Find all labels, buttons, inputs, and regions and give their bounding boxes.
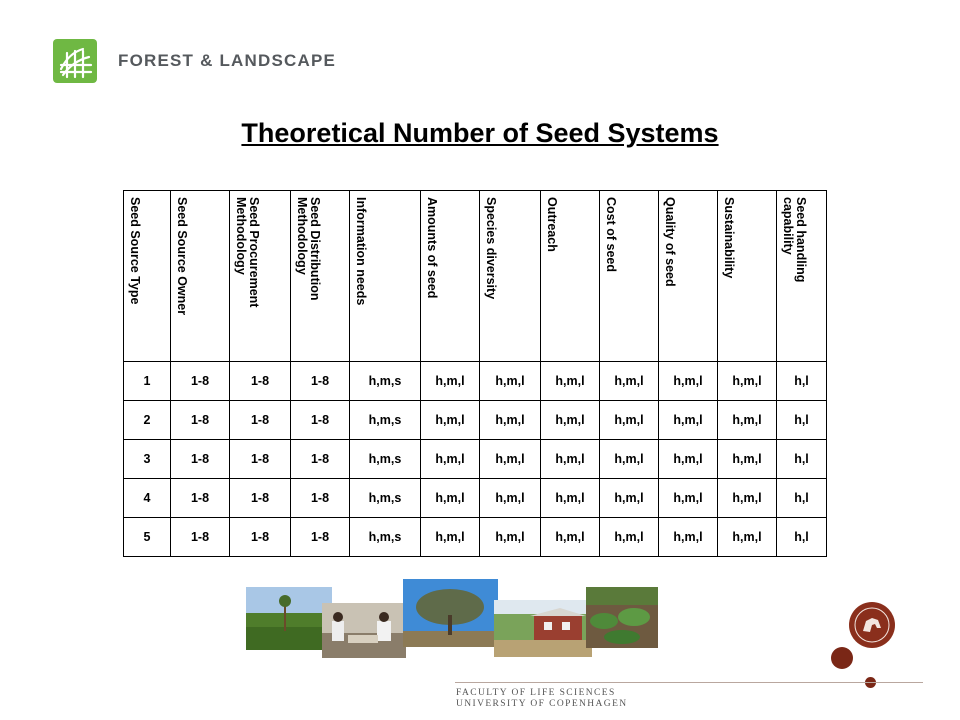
table-cell: h,m,s [350, 362, 421, 401]
table-cell: h,m,l [718, 362, 777, 401]
table-row [124, 401, 827, 440]
table-cell: h,m,l [480, 518, 541, 557]
faculty-line: FACULTY OF LIFE SCIENCES [456, 688, 616, 698]
table-cell: h,l [777, 479, 827, 518]
photo-grassland [246, 587, 332, 650]
photo-tree [403, 579, 498, 647]
table-cell: h,m,l [718, 440, 777, 479]
table-cell: 1 [124, 362, 171, 401]
table-cell: h,m,l [421, 362, 480, 401]
table-cell: h,m,l [659, 362, 718, 401]
table-cell: h,l [777, 401, 827, 440]
footer-divider [455, 682, 923, 683]
table-cell: h,m,s [350, 479, 421, 518]
table-cell: 1-8 [171, 479, 230, 518]
table-row [124, 479, 827, 518]
table-cell: h,m,s [350, 440, 421, 479]
table-cell: h,m,l [718, 479, 777, 518]
table-cell: 1-8 [171, 401, 230, 440]
table-cell: h,m,l [421, 518, 480, 557]
table-cell: 3 [124, 440, 171, 479]
decorative-dot-large [831, 647, 853, 669]
table-cell: h,l [777, 518, 827, 557]
table-cell: h,l [777, 362, 827, 401]
column-header: Species diversity [480, 191, 541, 362]
table-cell: h,m,l [659, 518, 718, 557]
table-cell: h,m,l [718, 518, 777, 557]
table-cell: 1-8 [171, 518, 230, 557]
table-cell: 1-8 [171, 362, 230, 401]
column-header: Cost of seed [600, 191, 659, 362]
column-header: Quality of seed [659, 191, 718, 362]
table-cell: 1-8 [291, 440, 350, 479]
table-cell: h,m,l [421, 479, 480, 518]
seed-systems-table [123, 190, 827, 557]
table-cell: 1-8 [230, 518, 291, 557]
page-title: Theoretical Number of Seed Systems [241, 118, 719, 148]
table-cell: 1-8 [291, 362, 350, 401]
table-cell: h,m,l [480, 362, 541, 401]
column-header: Seed Distribution Methodology [291, 191, 350, 362]
table-cell: 1-8 [291, 401, 350, 440]
table-header-row [124, 191, 827, 362]
table-cell: h,m,l [659, 479, 718, 518]
table-cell: 2 [124, 401, 171, 440]
table-cell: h,m,l [541, 440, 600, 479]
table-cell: h,m,l [541, 479, 600, 518]
table-cell: h,m,l [659, 401, 718, 440]
table-row [124, 440, 827, 479]
table-cell: h,m,l [421, 440, 480, 479]
table-cell: h,m,l [541, 362, 600, 401]
column-header: Seed handling capability [777, 191, 827, 362]
university-seal-icon [848, 601, 896, 649]
table-cell: h,l [777, 440, 827, 479]
table-cell: h,m,l [718, 401, 777, 440]
table-cell: 1-8 [291, 518, 350, 557]
table-cell: h,m,l [480, 401, 541, 440]
table-cell: h,m,l [541, 518, 600, 557]
table-cell: 1-8 [230, 362, 291, 401]
photo-building [494, 600, 592, 657]
table-cell: h,m,s [350, 518, 421, 557]
column-header: Sustainability [718, 191, 777, 362]
table-cell: h,m,l [541, 401, 600, 440]
photo-meeting [322, 603, 406, 658]
column-header: Seed Source Type [124, 191, 171, 362]
table-cell: 4 [124, 479, 171, 518]
table-cell: h,m,l [480, 479, 541, 518]
brand-name: FOREST & LANDSCAPE [118, 51, 337, 70]
column-header: Seed Procurement Methodology [230, 191, 291, 362]
forest-landscape-logo-icon [53, 39, 97, 83]
table-cell: h,m,l [600, 479, 659, 518]
table-cell: h,m,s [350, 401, 421, 440]
table-cell: 5 [124, 518, 171, 557]
table-cell: 1-8 [171, 440, 230, 479]
table-cell: h,m,l [480, 440, 541, 479]
table-cell: 1-8 [230, 440, 291, 479]
table-cell: 1-8 [230, 401, 291, 440]
table-row [124, 362, 827, 401]
table-cell: 1-8 [230, 479, 291, 518]
university-line: UNIVERSITY OF COPENHAGEN [456, 699, 628, 709]
table-cell: h,m,l [600, 440, 659, 479]
faculty-name [456, 688, 628, 710]
table-cell: 1-8 [291, 479, 350, 518]
table-cell: h,m,l [600, 518, 659, 557]
column-header: Amounts of seed [421, 191, 480, 362]
table-cell: h,m,l [659, 440, 718, 479]
photo-nursery [586, 587, 658, 648]
column-header: Seed Source Owner [171, 191, 230, 362]
table-row [124, 518, 827, 557]
table-cell: h,m,l [600, 362, 659, 401]
table-cell: h,m,l [421, 401, 480, 440]
table-cell: h,m,l [600, 401, 659, 440]
column-header: Outreach [541, 191, 600, 362]
column-header: Information needs [350, 191, 421, 362]
